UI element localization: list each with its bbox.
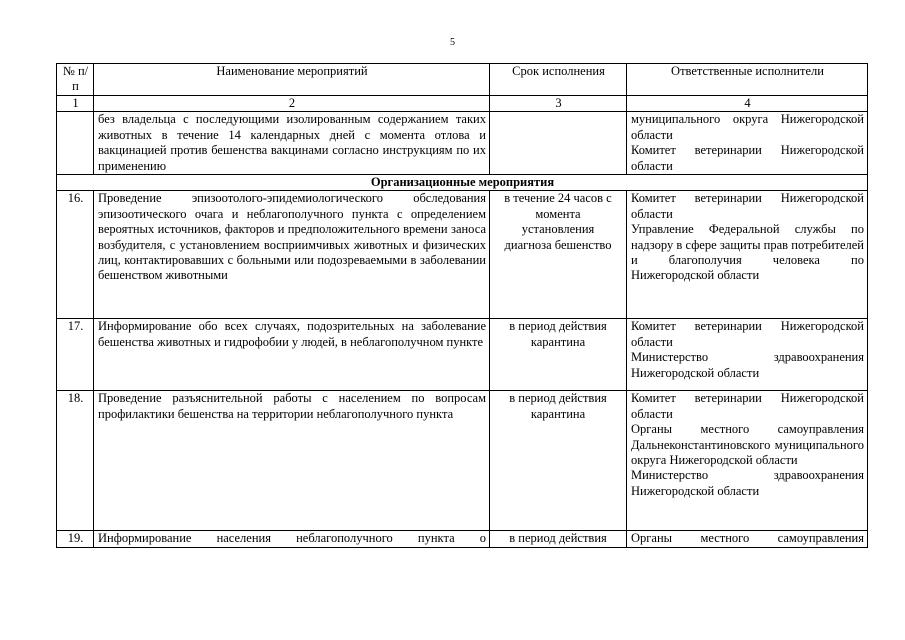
col-number: 2 [94, 96, 490, 112]
row-responsible-cell [627, 319, 868, 391]
row-num-cell [57, 112, 94, 175]
measures-table [56, 63, 868, 548]
table-row-continued [57, 112, 868, 175]
row-name-cell: без владельца с последующими изолированным содержанием таких животных в течение 14 календарных дней с момента отлова и вакцинацией против бешенства вакцинами согласно инструкциям по их применению [94, 112, 490, 175]
row-number: 16. [57, 191, 94, 319]
table-row [57, 191, 868, 319]
row-deadline-cell [490, 112, 627, 175]
responsible-entry: Управление Федеральной службы по надзору в сфере защиты прав потребителей и благополучия человека по Нижегородской области [631, 222, 864, 283]
table-row [57, 391, 868, 531]
responsible-entry: Министерство здравоохранения Нижегородской области [631, 350, 864, 380]
responsible-entry: Министерство здравоохранения Нижегородской области [631, 468, 864, 498]
row-name-cell: Проведение эпизоотолого-эпидемиологического обследования эпизоотического очага и неблагополучного пункта с определением вероятных источников, факторов и предположительного времени заноса возбудителя, с установлением восприимчивых животных и физических лиц, контактировавших с больными или подозреваемыми в заболевании бешенством животными [94, 191, 490, 319]
row-number: 17. [57, 319, 94, 391]
table-row [57, 531, 868, 547]
responsible-entry: Комитет ветеринарии Нижегородской области [631, 391, 864, 421]
col-number: 4 [627, 96, 868, 112]
header-num: № п/п [57, 64, 94, 96]
table-header-row [57, 64, 868, 96]
row-responsible-cell [627, 391, 868, 531]
col-number: 3 [490, 96, 627, 112]
section-title: Организационные мероприятия [57, 175, 868, 191]
table-row [57, 319, 868, 391]
row-number: 19. [57, 531, 94, 547]
row-name-cell: Проведение разъяснительной работы с населением по вопросам профилактики бешенства на территории неблагополучного пункта [94, 391, 490, 531]
row-deadline-cell: в период действия [490, 531, 627, 547]
responsible-entry: Комитет ветеринарии Нижегородской области [631, 143, 864, 173]
row-responsible-cell [627, 112, 868, 175]
page-number: 5 [450, 37, 455, 48]
row-name-cell: Информирование обо всех случаях, подозрительных на заболевание бешенства животных и гидрофобии у людей, в неблагополучном пункте [94, 319, 490, 391]
responsible-entry: Органы местного самоуправления Дальнеконстантиновского муниципального округа Нижегородской области [631, 422, 864, 468]
responsible-entry: муниципального округа Нижегородской области [631, 112, 864, 142]
column-number-row [57, 96, 868, 112]
header-name: Наименование мероприятий [94, 64, 490, 96]
responsible-entry: Комитет ветеринарии Нижегородской области [631, 191, 864, 221]
section-row [57, 175, 868, 191]
row-deadline-cell: в течение 24 часов с момента установления диагноза бешенство [490, 191, 627, 319]
row-name-cell: Информирование населения неблагополучного пункта о [94, 531, 490, 547]
row-responsible-cell [627, 191, 868, 319]
header-deadline: Срок исполнения [490, 64, 627, 96]
col-number: 1 [57, 96, 94, 112]
row-number: 18. [57, 391, 94, 531]
row-deadline-cell: в период действия карантина [490, 319, 627, 391]
header-responsible: Ответственные исполнители [627, 64, 868, 96]
row-deadline-cell: в период действия карантина [490, 391, 627, 531]
row-responsible-cell [627, 531, 868, 547]
responsible-entry: Органы местного самоуправления [631, 531, 864, 546]
responsible-entry: Комитет ветеринарии Нижегородской области [631, 319, 864, 349]
